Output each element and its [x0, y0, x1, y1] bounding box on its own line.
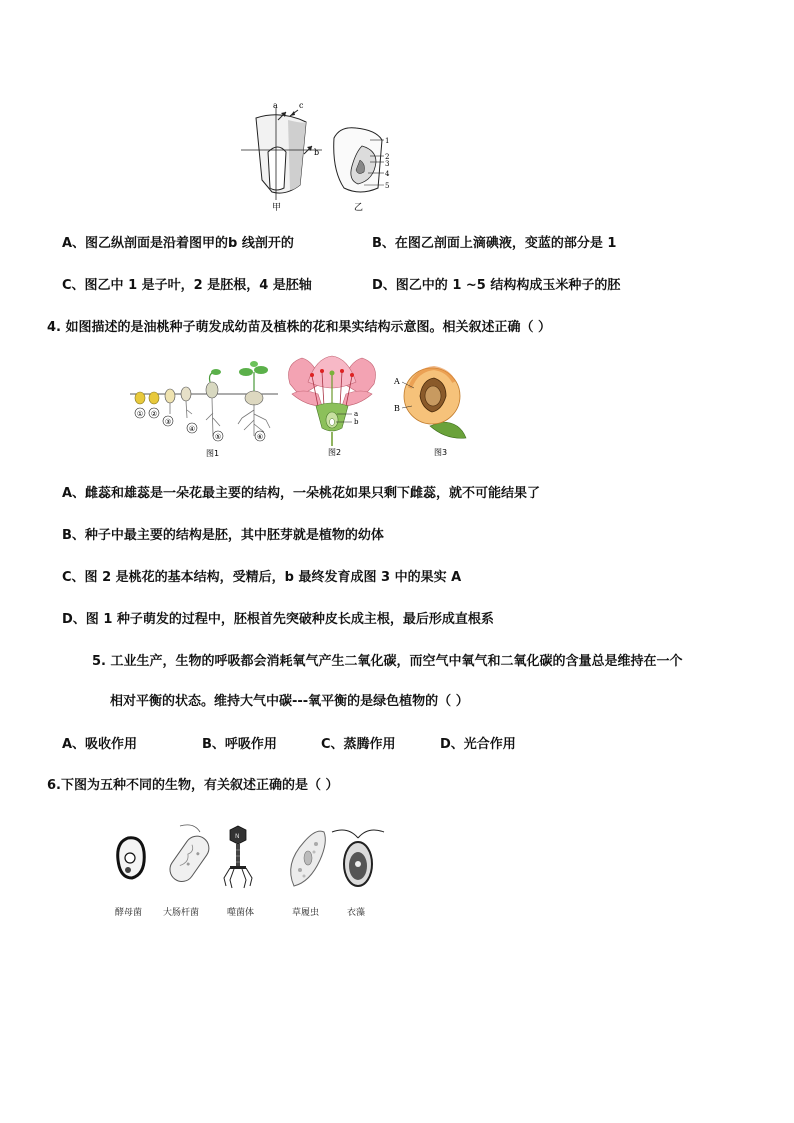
seed-yi-drawing — [334, 128, 384, 192]
q4-option-d[interactable]: D、图 1 种子萌发的过程中，胚根首先突破种皮长成主根，最后形成直根系 — [62, 612, 494, 627]
phage-drawing — [224, 826, 252, 888]
q5-option-a[interactable]: A、吸收作用 — [62, 737, 138, 752]
q6-organisms-figure — [108, 820, 398, 900]
fig2-caption: 图2 — [328, 448, 342, 457]
q5-stem-line1: 5. 工业生产，生物的呼吸都会消耗氧气产生二氧化碳，而空气中氧气和二氧化碳的含量总是维持在一个 — [92, 654, 683, 669]
fig1-caption: 图1 — [206, 449, 220, 458]
q3-option-d[interactable]: D、图乙中的 1 ~5 结构构成玉米种子的胚 — [372, 278, 621, 293]
q4-fig1-germination — [130, 358, 280, 458]
svg-text:N: N — [235, 833, 240, 840]
stage-5: ⑤ — [214, 433, 222, 441]
organism-label-ecoli: 大肠杆菌 — [163, 908, 200, 918]
stage-1: ① — [136, 410, 144, 418]
q4-fig2-flower — [282, 354, 382, 458]
q4-fig3-fruit — [390, 356, 470, 460]
q3-option-a[interactable]: A、图乙纵剖面是沿着图甲的b 线剖开的 — [62, 236, 294, 251]
organism-label-chlamydomonas: 衣藻 — [347, 908, 366, 918]
q5-option-c[interactable]: C、蒸腾作用 — [321, 737, 396, 752]
label-c: c — [299, 101, 304, 110]
organism-label-phage: 噬菌体 — [227, 908, 255, 918]
chlamydomonas-drawing — [332, 830, 384, 886]
fig3-label-b: B — [394, 404, 400, 413]
q4-option-a[interactable]: A、雌蕊和雄蕊是一朵花最主要的结构，一朵桃花如果只剩下雌蕊，就不可能结果了 — [62, 486, 541, 501]
caption-yi: 乙 — [354, 203, 364, 213]
q5-option-d[interactable]: D、光合作用 — [440, 737, 516, 752]
fig2-label-b: b — [354, 418, 359, 426]
q5-option-b[interactable]: B、呼吸作用 — [202, 737, 277, 752]
label-b: b — [314, 148, 320, 157]
label-2: 2 — [385, 153, 390, 161]
organism-label-paramecium: 草履虫 — [292, 908, 320, 918]
q4-option-b[interactable]: B、种子中最主要的结构是胚，其中胚芽就是植物的幼体 — [62, 528, 384, 543]
fig3-caption: 图3 — [434, 448, 448, 457]
stage-6: ⑥ — [256, 433, 264, 441]
corn-seed-figure — [236, 100, 406, 215]
q6-stem: 6.下图为五种不同的生物，有关叙述正确的是（ ） — [47, 778, 339, 793]
fig3-label-a: A — [394, 377, 400, 386]
label-1: 1 — [385, 137, 390, 145]
q3-option-c[interactable]: C、图乙中 1 是子叶，2 是胚根，4 是胚轴 — [62, 278, 312, 293]
q4-stem: 4. 如图描述的是油桃种子萌发成幼苗及植株的花和果实结构示意图。相关叙述正确（ ） — [47, 320, 552, 335]
paramecium-drawing — [291, 831, 326, 886]
organism-label-yeast: 酵母菌 — [115, 908, 143, 918]
label-a: a — [273, 101, 278, 110]
q3-option-b[interactable]: B、在图乙剖面上滴碘液，变蓝的部分是 1 — [372, 236, 617, 251]
label-4: 4 — [385, 170, 390, 178]
fig2-label-a: a — [354, 410, 359, 418]
yeast-drawing — [118, 838, 145, 878]
seed-jia-drawing — [241, 108, 322, 200]
ecoli-drawing — [165, 825, 213, 886]
stage-3: ③ — [164, 418, 172, 426]
stage-2: ② — [150, 410, 158, 418]
caption-jia: 甲 — [272, 203, 282, 213]
q4-option-c[interactable]: C、图 2 是桃花的基本结构，受精后，b 最终发育成图 3 中的果实 A — [62, 570, 462, 585]
q5-stem-line2: 相对平衡的状态。维持大气中碳---氧平衡的是绿色植物的（ ） — [110, 694, 469, 709]
label-3: 3 — [385, 160, 390, 168]
stage-4: ④ — [188, 425, 196, 433]
label-5: 5 — [385, 182, 390, 190]
